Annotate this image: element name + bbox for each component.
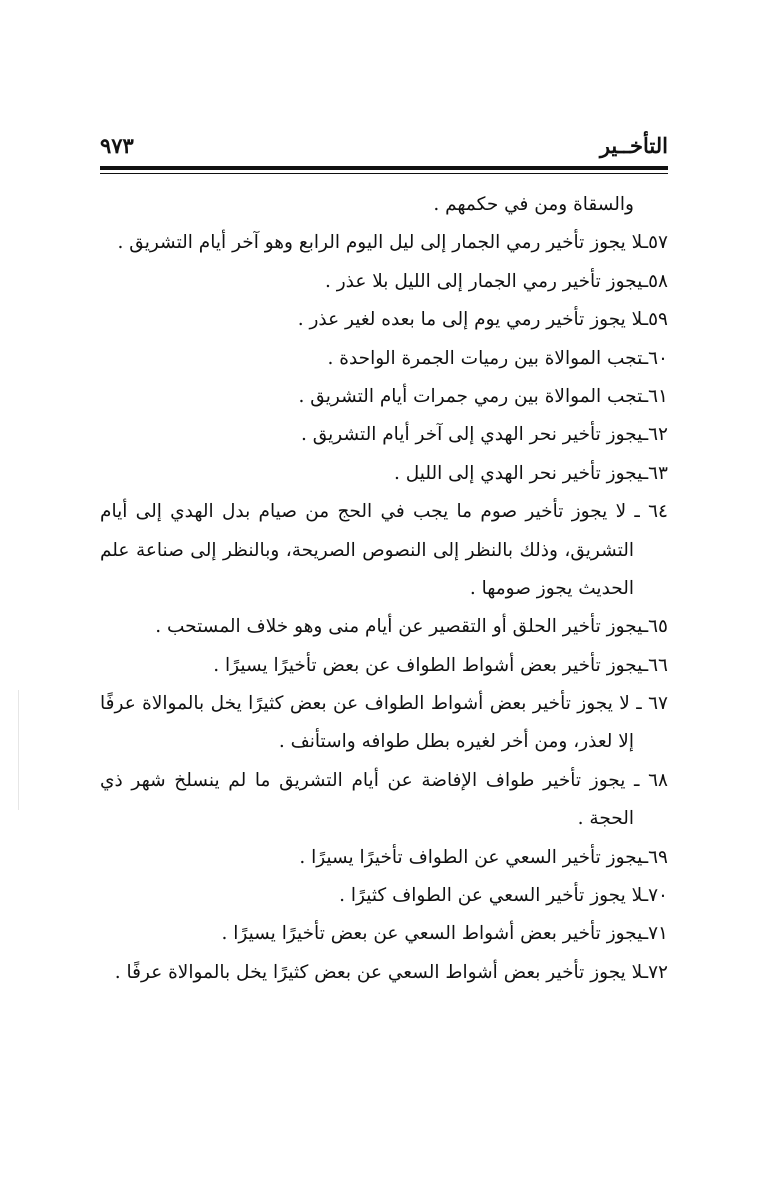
- text-line: ٧١ـيجوز تأخير بعض أشواط السعي عن بعض تأخيرًا يسيرًا .: [221, 923, 668, 945]
- header-rule-thin: [100, 173, 668, 174]
- text-line: ٦٧ ـ لا يجوز تأخير بعض أشواط الطواف عن بعض كثيرًا يخل بالموالاة عرفًا: [100, 693, 668, 715]
- text-line: ٥٩ـلا يجوز تأخير رمي يوم إلى ما بعده لغير عذر .: [297, 309, 668, 331]
- text-line: ٦٢ـيجوز تأخير نحر الهدي إلى آخر أيام التشريق .: [300, 424, 668, 446]
- page-number: ٩٧٣: [100, 132, 134, 158]
- page-body: [100, 186, 668, 992]
- text-line: الحجة .: [577, 808, 634, 830]
- text-line: ٥٨ـيجوز تأخير رمي الجمار إلى الليل بلا عذر .: [324, 270, 668, 292]
- text-line: ٧٠ـلا يجوز تأخير السعي عن الطواف كثيرًا .: [339, 885, 668, 907]
- text-line: ٦٠ـتجب الموالاة بين رميات الجمرة الواحدة .: [327, 347, 668, 369]
- scan-margin-mark: [18, 690, 19, 810]
- header-rule-thick: [100, 166, 668, 170]
- text-line: ٧٢ـلا يجوز تأخير بعض أشواط السعي عن بعض كثيرًا يخل بالموالاة عرفًا .: [114, 961, 668, 983]
- text-line: ٦٦ـيجوز تأخير بعض أشواط الطواف عن بعض تأخيرًا يسيرًا .: [213, 654, 668, 676]
- text-line: ٦٩ـيجوز تأخير السعي عن الطواف تأخيرًا يسيرًا .: [299, 846, 668, 868]
- text-line: ٦١ـتجب الموالاة بين رمي جمرات أيام التشريق .: [298, 385, 668, 407]
- text-line: ٥٧ـلا يجوز تأخير رمي الجمار إلى ليل اليوم الرابع وهو آخر أيام التشريق .: [117, 232, 668, 254]
- text-line: التشريق، وذلك بالنظر إلى النصوص الصريحة، وبالنظر إلى صناعة علم: [100, 539, 634, 561]
- text-line: ٦٨ ـ يجوز تأخير طواف الإفاضة عن أيام التشريق ما لم ينسلخ شهر ذي: [100, 769, 668, 791]
- text-line: الحديث يجوز صومها .: [469, 577, 634, 599]
- text-line: ٦٤ ـ لا يجوز تأخير صوم ما يجب في الحج من صيام بدل الهدي إلى أيام: [100, 501, 668, 523]
- text-line: والسقاة ومن في حكمهم .: [433, 194, 634, 215]
- text-line: ٦٥ـيجوز تأخير الحلق أو التقصير عن أيام منى وهو خلاف المستحب .: [155, 616, 668, 638]
- running-title: التأخــير: [599, 132, 668, 158]
- page-header: [100, 128, 668, 162]
- text-line: إلا لعذر، ومن أخر لغيره بطل طوافه واستأنف .: [278, 731, 634, 753]
- text-line: ٦٣ـيجوز تأخير نحر الهدي إلى الليل .: [394, 462, 668, 484]
